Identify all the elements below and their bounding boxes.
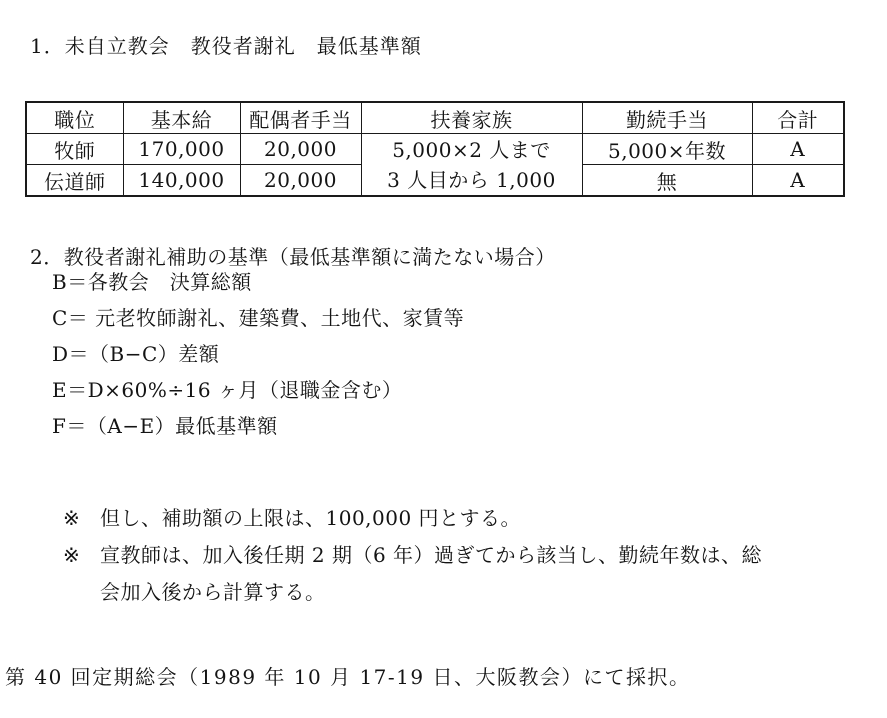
cell-position: 牧師: [26, 134, 123, 165]
note-text-line-2: 会加入後から計算する。: [100, 580, 326, 604]
cell-spouse: 20,000: [240, 165, 361, 197]
section1-number: 1．: [30, 34, 65, 58]
note-text: 但し、補助額の上限は、100,000 円とする。: [100, 506, 522, 530]
section2-number: 2．: [30, 245, 64, 269]
note-item: [63, 500, 853, 537]
cell-total: A: [752, 134, 844, 165]
formula-f: F＝（A−E）最低基準額: [52, 414, 278, 438]
formula-b: B＝各教会 決算総額: [52, 270, 252, 294]
note-marker: ※: [63, 506, 81, 530]
cell-dependents: [361, 134, 582, 197]
formula-d: D＝（B−C）差額: [52, 342, 220, 366]
cell-service: 無: [582, 165, 752, 197]
col-header-base-pay: 基本給: [123, 102, 240, 134]
cell-position: 伝道師: [26, 165, 123, 197]
cell-base-pay: 140,000: [123, 165, 240, 197]
dependents-line-2: 3 人目から 1,000: [387, 167, 556, 192]
col-header-position: 職位: [26, 102, 123, 134]
table-header-row: [26, 102, 844, 134]
section1-heading: [30, 30, 422, 59]
col-header-total: 合計: [752, 102, 844, 134]
dependents-line-1: 5,000×2 人まで: [392, 137, 551, 162]
formula-e: E＝D×60%÷16 ヶ月（退職金含む）: [52, 378, 403, 402]
cell-base-pay: 170,000: [123, 134, 240, 165]
cell-total: A: [752, 165, 844, 197]
section2-title: 教役者謝礼補助の基準（最低基準額に満たない場合）: [63, 245, 556, 269]
col-header-service: 勤続手当: [582, 102, 752, 134]
table-row: [26, 134, 844, 165]
formula-c: C＝ 元老牧師謝礼、建築費、土地代、家賃等: [52, 306, 465, 330]
note-text-line-1: 宣教師は、加入後任期 2 期（6 年）過ぎてから該当し、勤続年数は、総: [100, 543, 763, 567]
compensation-table: [25, 101, 845, 197]
cell-service: 5,000×年数: [582, 134, 752, 165]
formula-list: [52, 264, 464, 444]
notes-list: [63, 500, 853, 611]
col-header-dependents: 扶養家族: [361, 102, 582, 134]
adoption-footer: 第 40 回定期総会（1989 年 10 月 17-19 日、大阪教会）にて採択。: [5, 665, 691, 689]
cell-spouse: 20,000: [240, 134, 361, 165]
col-header-spouse: 配偶者手当: [240, 102, 361, 134]
note-marker: ※: [63, 543, 81, 567]
section1-title: 未自立教会 教役者謝礼 最低基準額: [64, 34, 422, 58]
note-item: [63, 537, 853, 611]
